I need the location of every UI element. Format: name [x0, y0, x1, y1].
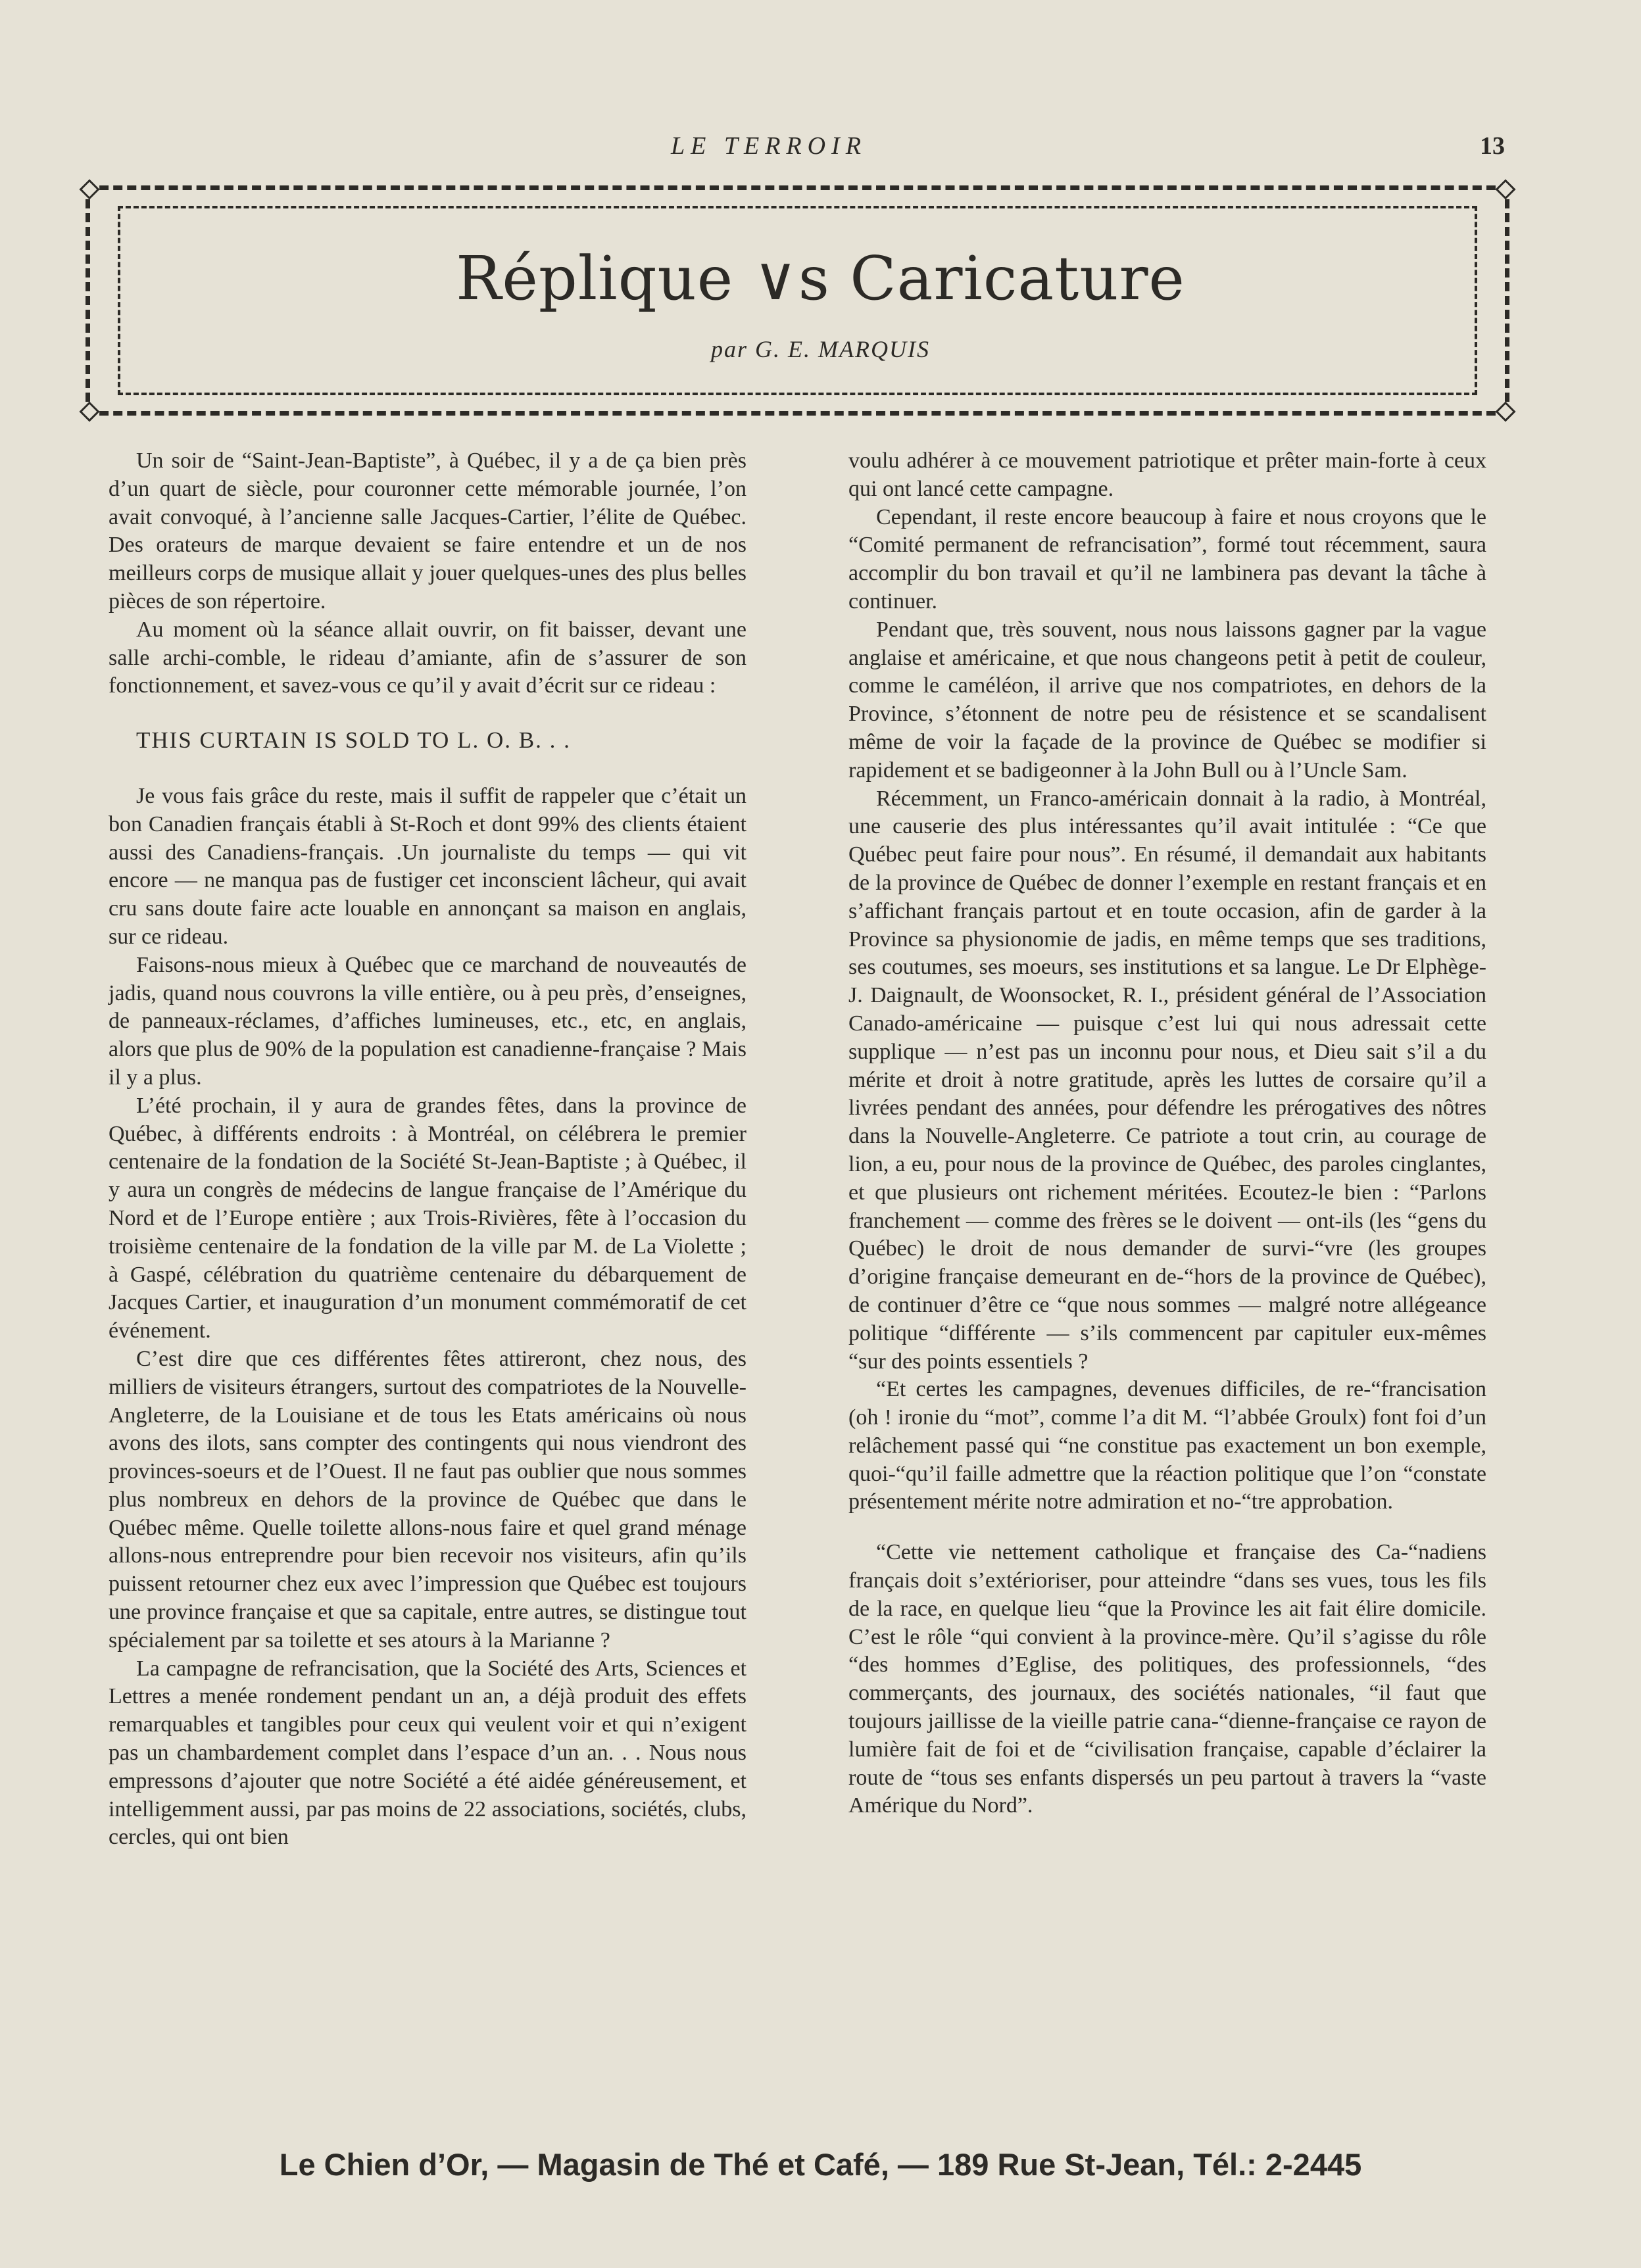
- paragraph: “Cette vie nettement catholique et française des Ca-“nadiens français doit s’extérioriser, pour atteindre “dans ses vues, tous les fils de la race, en quelque lieu “que la Province les ait fait élire domicile. C’est le rôle “qui convient à la province-mère. Qu’il s’agisse du rôle “des hommes d’Eglise, des politiques, des professionnels, “des commerçants, des journaux, des sociétés nationales, “il faut que toujours jaillisse de la vieille patrie cana-“dienne-française ce rayon de lumière fait de foi et de “civilisation française, capable d’éclairer la route de “tous ses enfants dispersés un peu partout à travers la “vaste Amérique du Nord”.: [848, 1540, 1486, 1818]
- paragraph: Un soir de “Saint-Jean-Baptiste”, à Québec, il y a de ça bien près d’un quart de siècle, pour couronner cette mémorable journée, l’on avait convoqué, à l’ancienne salle Jacques-Cartier, l’élite de Québec. Des orateurs de marque devaient se faire entendre et un de nos meilleurs corps de musique allait y jouer quelques-unes des plus belles pièces de son répertoire.: [109, 448, 747, 614]
- corner-ornament-icon: [1495, 401, 1515, 422]
- running-head: [0, 132, 1641, 171]
- curtain-inscription: THIS CURTAIN IS SOLD TO L. O. B. . .: [136, 727, 571, 754]
- paragraph: C’est dire que ces différentes fêtes attireront, chez nous, des milliers de visiteurs étrangers, surtout des compatriotes de la Nouvelle-Angleterre, de la Louisiane et de tous les Etats américains où nous avons des ilots, sans compter des contingents qui nous viendront des provinces-soeurs et de l’Ouest. Il ne faut pas oublier que nous sommes plus nombreux en dehors de la province de Québec que dans le Québec même. Quelle toilette allons-nous faire et quel grand ménage allons-nous entreprendre pour bien recevoir nos visiteurs, afin qu’ils puissent retourner chez eux avec l’impression que Québec est toujours une province française et que sa capitale, entre autres, se distingue tout spécialement par sa toilette et ses atours à la Marianne ?: [109, 1346, 747, 1653]
- paragraph-gap: [848, 1516, 1486, 1539]
- page-number: 13: [1480, 132, 1505, 160]
- paragraph: Cependant, il reste encore beaucoup à faire et nous croyons que le “Comité permanent de refrancisation”, formé tout récemment, saura accomplir du bon travail et qu’il ne lambinera pas devant la tâche à continuer.: [848, 504, 1486, 614]
- corner-ornament-icon: [79, 401, 99, 422]
- footer-advertisement: Le Chien d’Or, — Magasin de Thé et Café, — 189 Rue St-Jean, Tél.: 2-2445: [279, 2147, 1362, 2182]
- left-column: [109, 447, 747, 1852]
- paragraph: “Et certes les campagnes, devenues difficiles, de re-“francisation (oh ! ironie du “mot”, comme l’a dit M. “l’abbée Groulx) font foi d’un relâchement passé qui “ne constitue pas exactement un bon exemple, quoi-“qu’il faille admettre que la réaction politique que l’on “constate présentement mérite notre admiration et no-“tre approbation.: [848, 1377, 1486, 1514]
- paragraph: L’été prochain, il y aura de grandes fêtes, dans la province de Québec, à différents endroits : à Montréal, on célébrera le premier centenaire de la fondation de la Société St-Jean-Baptiste ; à Québec, il y aura un congrès de médecins de langue française de l’Amérique du Nord et de l’Europe entière ; aux Trois-Rivières, fête à l’occasion du troisième centenaire de la fondation de la ville par M. de La Violette ; à Gaspé, célébration du quatrième centenaire du débarquement de Jacques Cartier, et inauguration d’un monument commémoratif de cet événement.: [109, 1093, 747, 1343]
- article-byline: par G. E. MARQUIS: [711, 336, 930, 362]
- paragraph: Faisons-nous mieux à Québec que ce marchand de nouveautés de jadis, quand nous couvrons la ville entière, ou à peu près, d’enseignes, de panneaux-réclames, d’affiches lumineuses, etc., etc, en anglais, alors que plus de 90% de la population est canadienne-française ? Mais il y a plus.: [109, 952, 747, 1090]
- paragraph: Je vous fais grâce du reste, mais il suffit de rappeler que c’était un bon Canadien français établi à St-Roch et dont 99% des clients étaient aussi des Canadiens-français. .Un journaliste du temps — qui vit encore — ne manqua pas de fustiger cet inconscient lâcheur, qui avait cru sans doute faire acte louable en annonçant sa maison en anglais, sur ce rideau.: [109, 783, 747, 949]
- paragraph: Pendant que, très souvent, nous nous laissons gagner par la vague anglaise et américaine, et que nous changeons petit à petit de couleur, comme le caméléon, il arrive que nos compatriotes, en dehors de la Province, s’étonnent de notre peu de résistence et se scandalisent même de voir la façade de la province de Québec se modifier si rapidement et se badigeonner à la John Bull ou à l’Uncle Sam.: [848, 617, 1486, 783]
- corner-ornament-icon: [1495, 179, 1515, 199]
- running-title: LE TERROIR: [671, 132, 867, 160]
- paragraph: voulu adhérer à ce mouvement patriotique et prêter main-forte à ceux qui ont lancé cette campagne.: [848, 448, 1486, 501]
- article-title: Réplique ∨s Caricature: [456, 243, 1185, 314]
- corner-ornament-icon: [79, 179, 99, 199]
- paragraph: La campagne de refrancisation, que la Société des Arts, Sciences et Lettres a menée rondement pendant un an, a déjà produit des effets remarquables et tangibles pour ceux qui veulent voir et qui n’exigent pas un chambardement complet dans l’espace d’un an. . . Nous nous empressons d’ajouter que notre Société a été aidée généreusement, et intelligemment aussi, par pas moins de 22 associations, sociétés, clubs, cercles, qui ont bien: [109, 1656, 747, 1850]
- paragraph: Au moment où la séance allait ouvrir, on fit baisser, devant une salle archi-comble, le rideau d’amiante, afin de s’assurer de son fonctionnement, et savez-vous ce qu’il y avait d’écrit sur ce rideau :: [109, 617, 747, 698]
- paragraph: Récemment, un Franco-américain donnait à la radio, à Montréal, une causerie des plus intéressantes qu’il avait intitulée : “Ce que Québec peut faire pour nous”. En résumé, il demandait aux habitants de la province de Québec de donner l’exemple en restant français et en s’affichant français partout et en toute occasion, afin de garder à la Province sa physionomie de jadis, en même temps que ses traditions, ses coutumes, ses moeurs, ses institutions et sa langue. Le Dr Elphège-J. Daignault, de Woonsocket, R. I., président général de l’Association Canado-américaine — puisque c’est lui qui nous adressait cette supplique — n’est pas un inconnu pour nous, et Dieu sait s’il a du mérite et droit à notre gratitude, après les luttes de corsaire qu’il a livrées pendant des années, pour défendre les prérogatives des nôtres dans la Nouvelle-Angleterre. Ce patriote a tout crin, au courage de lion, a eu, pour nous de la province de Québec, des paroles cinglantes, et que plusieurs ont richement méritées. Ecoutez-le bien : “Parlons franchement — comme des frères se le doivent — ont-ils (les “gens du Québec) le droit de nous demander de survi-“vre (les groupes d’origine française demeurant en de-“hors de la province de Québec), de continuer d’être ce “que nous sommes — malgré notre allégeance politique “différente — s’ils commencent par capituler eux-mêmes “sur des points essentiels ?: [848, 786, 1486, 1374]
- right-column: [848, 447, 1486, 1820]
